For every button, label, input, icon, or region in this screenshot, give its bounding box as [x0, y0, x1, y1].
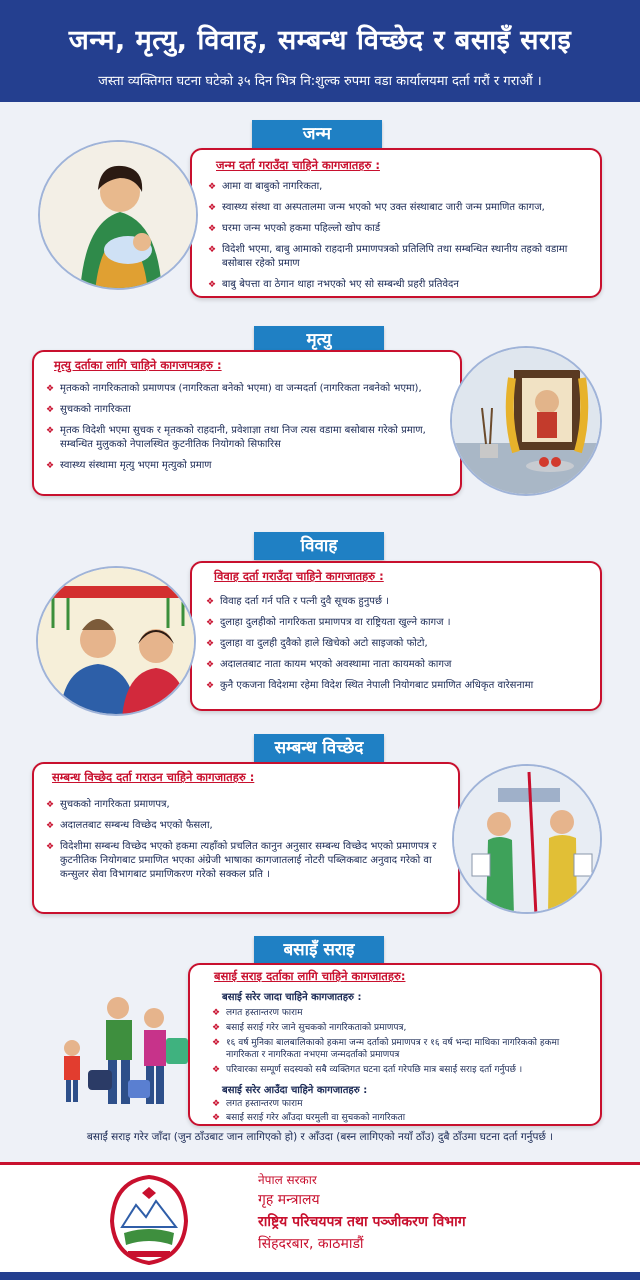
list-item: ❖ विवाह दर्ता गर्न पति र पत्नी दुवै सूचक हुनुपर्छ ।	[206, 595, 596, 609]
birth-card	[190, 148, 602, 298]
list-item: ❖ घरमा जन्म भएको हकमा पहिल्लो खोप कार्ड	[208, 222, 593, 236]
separated-couple-illustration	[452, 764, 602, 914]
section-label-divorce: सम्बन्ध विच्छेद	[254, 734, 384, 762]
list-item: ❖ लगत हस्तान्तरण फाराम	[212, 1007, 594, 1019]
migration-out-heading: बसाई सरेर जादा चाहिने कागजातहरु :	[222, 992, 362, 1003]
section-label-migration: बसाइँ सराइ	[254, 936, 384, 964]
list-item: ❖ बसाई सराई गरेर जाने सुचकको नागरिकताको प्रमाणपत्र,	[212, 1022, 594, 1034]
migration-card-heading: बसाई सराइ दर्ताका लागि चाहिने कागजातहरु:	[214, 969, 406, 983]
list-item: ❖ दुलाहा वा दुलही दुवैको हाले खिचेको अटो साइजको फोटो,	[206, 637, 596, 651]
section-label-birth: जन्म	[252, 120, 382, 148]
mother-child-illustration	[38, 140, 198, 290]
migration-note: बसाईं सराइ गरेर जाँदा (जुन ठाँउबाट जान लागिएको हो) र आँउदा (बस्न लागिएको नयाँ ठाँउ) दुबै ठाँउमा घटना दर्ता गर्नुपर्छ ।	[86, 1131, 554, 1143]
list-item: ❖ दुलाहा दुलहीको नागरिकता प्रमाणपत्र वा राष्ट्रियता खुल्ने कागज ।	[206, 616, 596, 630]
list-item: ❖ बाबु बेपत्ता वा ठेगान थाहा नभएको भए सो सम्बन्धी प्रहरी प्रतिवेदन	[208, 278, 593, 292]
footer-government: नेपाल सरकार	[258, 1173, 317, 1187]
migration-card	[188, 963, 602, 1126]
list-item: ❖ अदालतबाट सम्बन्ध विच्छेद भएको फैसला,	[46, 819, 450, 833]
family-moving-illustration	[36, 978, 196, 1112]
list-item: ❖ कुनै एकजना विदेशमा रहेमा विदेश स्थित नेपाली नियोगबाट प्रमाणित अधिकृत वारेसनामा	[206, 679, 596, 693]
section-label-death: मृत्यु	[254, 326, 384, 354]
birth-card-heading: जन्म दर्ता गराउँदा चाहिने कागजातहरु :	[216, 158, 380, 172]
divorce-doc-list	[46, 798, 450, 889]
footer-department: राष्ट्रिय परिचयपत्र तथा पञ्जीकरण विभाग	[258, 1214, 466, 1230]
memorial-photo-illustration	[450, 346, 602, 496]
migration-out-list	[212, 1007, 594, 1079]
footer-address: सिंहदरबार, काठमाडौं	[258, 1236, 364, 1252]
list-item: ❖ सुचकको नागरिकता प्रमाणपत्र,	[46, 798, 450, 812]
divorce-card-heading: सम्बन्ध विच्छेद दर्ता गराउन चाहिने कागजातहरु :	[52, 770, 255, 784]
list-item: ❖ विदेशी भएमा, बाबु आमाको राहदानी प्रमाणपत्रको प्रतिलिपि तथा सम्बन्धित स्थानीय तहको वडामा बसोबास रहेको प्रमाण	[208, 243, 593, 271]
list-item: ❖ लगत हस्तान्तरण फाराम	[212, 1098, 594, 1110]
list-item: ❖ आमा वा बाबुको नागरिकता,	[208, 180, 593, 194]
list-item: ❖ बसाई सराई गरेर आँउदा घरमुली वा सुचकको नागरिकता	[212, 1112, 594, 1124]
death-card	[32, 350, 462, 496]
marriage-card-heading: विवाह दर्ता गराउँदा चाहिने कागजातहरु :	[214, 569, 384, 583]
list-item: ❖ सुचकको नागरिकता	[46, 403, 446, 417]
list-item: ❖ परिवारका सम्पूर्ण सदस्यको सबै व्यक्तिगत घटना दर्ता गरेपछि मात्र बसाई सराइ दर्ता गर्नुपर्छ ।	[212, 1064, 594, 1076]
list-item: ❖ स्वास्थ्य संस्था वा अस्पतालमा जन्म भएको भए उक्त संस्थाबाट जारी जन्म प्रमाणित कागज,	[208, 201, 593, 215]
marriage-doc-list	[206, 595, 596, 700]
footer-ministry: गृह मन्त्रालय	[258, 1192, 320, 1208]
birth-doc-list	[208, 180, 593, 299]
footer-bar	[0, 1272, 640, 1280]
death-doc-list	[46, 382, 446, 480]
list-item: ❖ अदालतबाट नाता कायम भएको अवस्थामा नाता कायमको कागज	[206, 658, 596, 672]
divorce-card	[32, 762, 460, 914]
marriage-card	[190, 561, 602, 711]
list-item: ❖ मृतक विदेशी भएमा सुचक र मृतकको राहदानी, प्रवेशाज्ञा तथा निज त्यस वडामा बसोबास गरेको प्रमाण, सम्बन्धित मुलुकको नेपालस्थित कुटनीतिक नियोगको सिफारिस	[46, 424, 446, 452]
list-item: ❖ विदेशीमा सम्बन्ध विच्छेद भएको हकमा त्यहाँको प्रचलित कानुन अनुसार सम्बन्ध विच्छेद भएको प्रमाणपत्र र कुटनीतिक नियोगबाट प्रमाणित भएका अंग्रेजी भाषाका कागजातलाई नोटरी पब्लिकबाट अनुवाद गरेको वा कन्सुलर सेवा विभागबाट प्रमाणिकरण गरेको सक्कल प्रति ।	[46, 840, 450, 882]
wedding-couple-illustration	[36, 566, 196, 716]
page-header	[0, 0, 640, 102]
page-title: जन्म, मृत्यु, विवाह, सम्बन्ध विच्छेद र बसाइँ सराइ	[68, 25, 572, 56]
list-item: ❖ १६ वर्ष मुनिका बालबालिकाको हकमा जन्म दर्ताको प्रमाणपत्र र १६ वर्ष भन्दा माथिका नागरिकको हकमा नागरिकता र नागरिकता नभएमा जन्मदर्ताको प्रमाणपत्र	[212, 1037, 594, 1061]
migration-in-list	[212, 1098, 594, 1126]
nepal-emblem-logo	[104, 1171, 194, 1267]
section-label-marriage: विवाह	[254, 532, 384, 560]
migration-in-heading: बसाई सरेर आउँदा चाहिने कागजातहरु :	[222, 1085, 368, 1096]
footer	[0, 1162, 640, 1280]
death-card-heading: मृत्यु दर्ताका लागि चाहिने कागजपत्रहरु :	[54, 358, 222, 372]
list-item: ❖ स्वास्थ्य संस्थामा मृत्यु भएमा मृत्युको प्रमाण	[46, 459, 446, 473]
list-item: ❖ मृतकको नागरिकताको प्रमाणपत्र (नागरिकता बनेको भएमा) वा जन्मदर्ता (नागरिकता नबनेको भएमा),	[46, 382, 446, 396]
page-subtitle: जस्ता व्यक्तिगत घटना घटेको ३५ दिन भित्र नि:शुल्क रुपमा वडा कार्यालयमा दर्ता गरौं र गराऔं ।	[98, 74, 542, 89]
